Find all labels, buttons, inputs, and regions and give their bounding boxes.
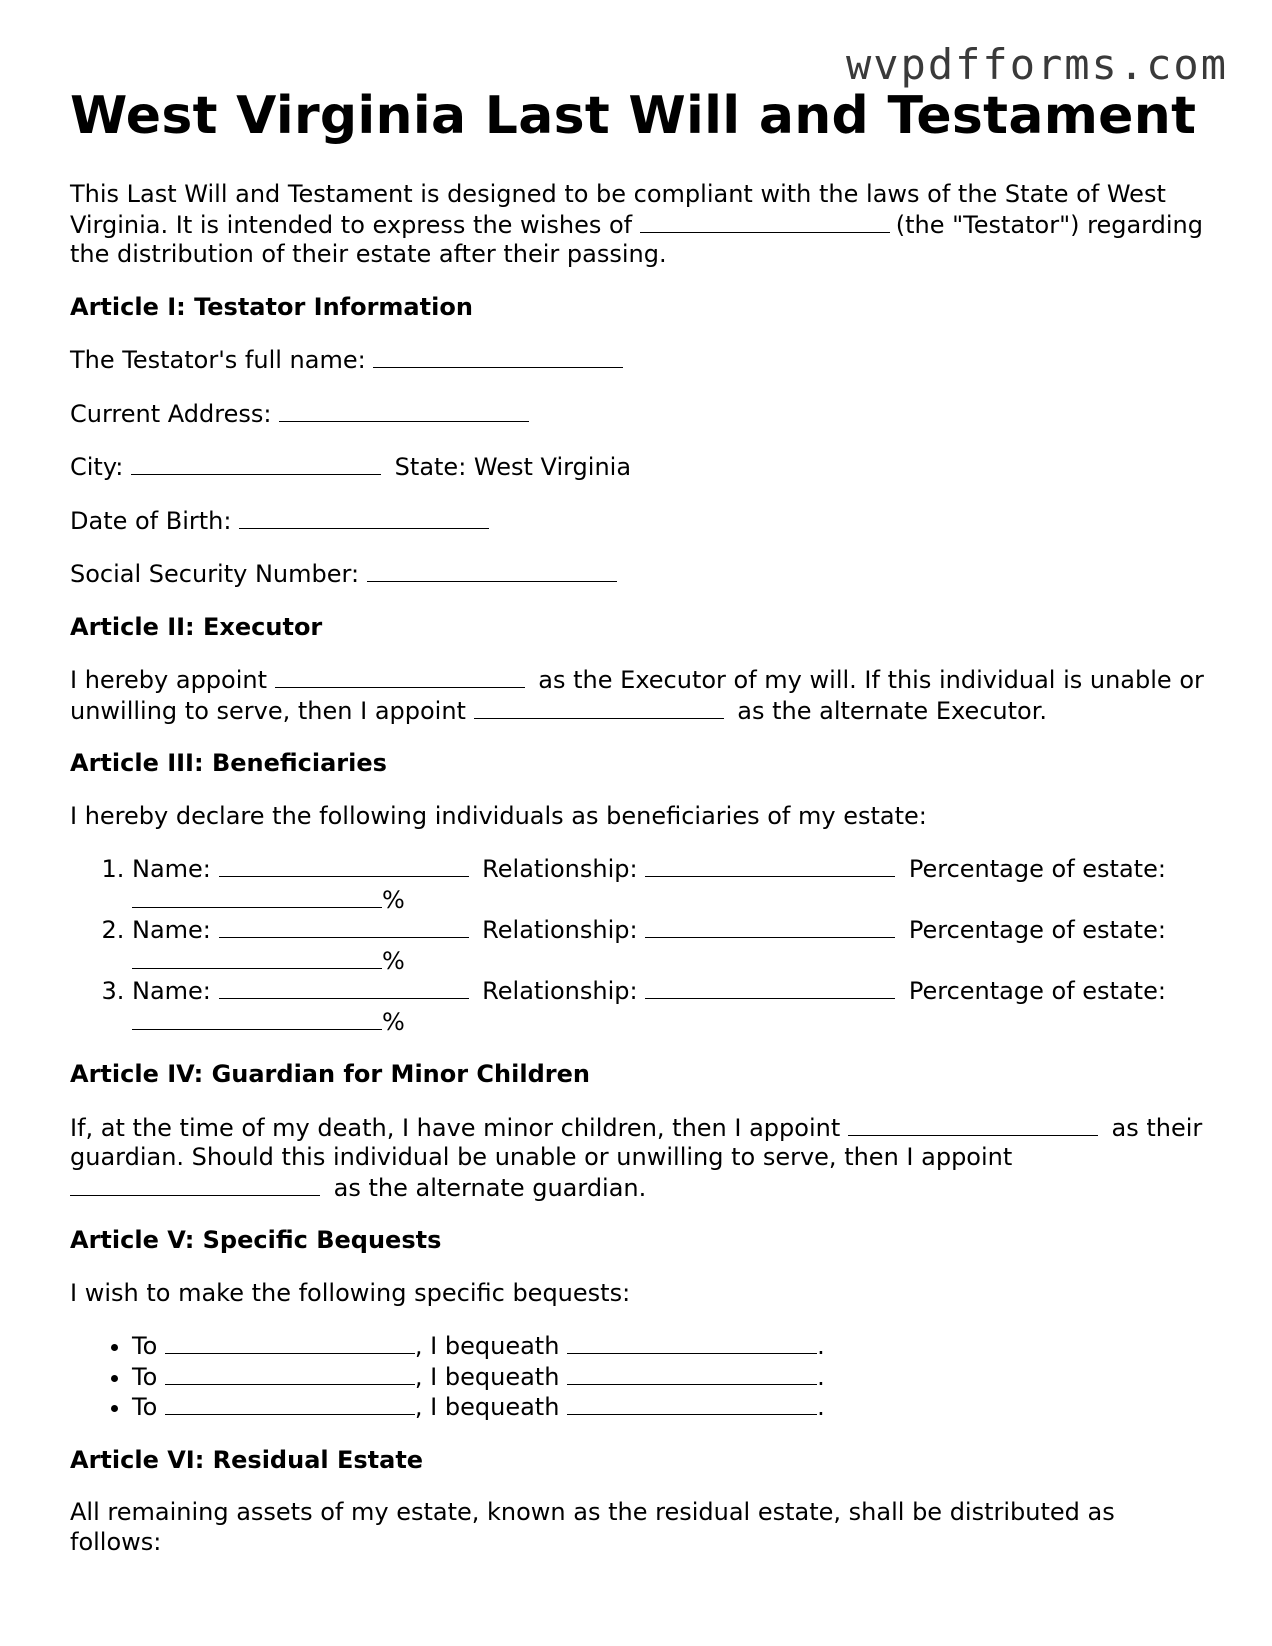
document-title: West Virginia Last Will and Testament [70,86,1197,146]
alternate-executor-blank[interactable] [474,696,724,719]
article-2-heading: Article II: Executor [70,612,323,641]
article-3-heading: Article III: Beneficiaries [70,749,387,777]
bequest-item: • To , I bequeath . [132,1392,1210,1423]
testator-name-blank[interactable] [640,210,890,233]
article-6-heading: Article VI: Residual Estate [70,1445,424,1474]
guardian-paragraph: If, at the time of my death, I have minor children, then I appoint as their guardian. Should this individual be unable or unwilling to serve, then I appoint as the alternate guardian. [70,1113,1203,1202]
bequest-recipient-blank[interactable] [165,1362,415,1385]
bequest-item: • To , I bequeath . [132,1362,1210,1393]
city-blank[interactable] [131,452,381,475]
article-5-heading: Article V: Specific Bequests [70,1226,442,1254]
bequest-recipient-blank[interactable] [165,1331,415,1354]
article-1-heading: Article I: Testator Information [70,292,473,321]
beneficiary-percentage-blank[interactable] [132,1007,382,1030]
beneficiary-name-blank[interactable] [219,976,469,999]
alternate-guardian-blank[interactable] [70,1173,320,1196]
intro-paragraph [70,180,1210,270]
beneficiary-item: 3. Name: Relationship: Percentage of estate: % [132,976,1210,1037]
beneficiaries-list [70,854,1210,1037]
article-4-heading: Article IV: Guardian for Minor Children [70,1060,590,1088]
beneficiary-name-blank[interactable] [219,915,469,938]
document-body [70,180,1210,1580]
intro-text-2: (the "Testator") regarding the distribution of their estate after their passing. [70,210,1203,268]
address-blank[interactable] [279,399,529,422]
beneficiaries-intro: I hereby declare the following individuals as beneficiaries of my estate: [70,801,927,830]
executor-paragraph: I hereby appoint as the Executor of my will. If this individual is unable or unwilling to serve, then I appoint as the alternate Executor. [70,666,1204,725]
executor-blank[interactable] [275,665,525,688]
bequest-item-blank[interactable] [567,1362,817,1385]
bequests-intro: I wish to make the following specific bequests: [70,1278,631,1307]
beneficiary-name-blank[interactable] [219,854,469,877]
ssn-blank[interactable] [367,559,617,582]
bequest-item-blank[interactable] [567,1392,817,1415]
address-line: Current Address: [70,399,1210,430]
beneficiary-percentage-blank[interactable] [132,946,382,969]
bequests-list [70,1331,1210,1423]
city-line: City: State: West Virginia [70,453,632,481]
dob-blank[interactable] [239,506,489,529]
beneficiary-relationship-blank[interactable] [645,976,895,999]
beneficiary-relationship-blank[interactable] [645,915,895,938]
intro-text-1: This Last Will and Testament is designed to be compliant with the laws of the State of West Virginia. It is intended to express the wishes of [70,180,1166,239]
full-name-line: The Testator's full name: [70,345,1210,376]
ssn-line: Social Security Number: [70,559,1210,590]
guardian-blank[interactable] [848,1113,1098,1136]
bequest-item: • To , I bequeath . [132,1331,1210,1362]
full-name-blank[interactable] [373,345,623,368]
beneficiary-relationship-blank[interactable] [645,854,895,877]
beneficiary-item: 1. Name: Relationship: Percentage of estate: % [132,854,1210,915]
residual-estate-paragraph: All remaining assets of my estate, known as the residual estate, shall be distributed as follows: [70,1498,1115,1556]
watermark: wvpdfforms.com [845,40,1228,89]
bequest-recipient-blank[interactable] [165,1392,415,1415]
beneficiary-percentage-blank[interactable] [132,885,382,908]
beneficiary-item: 2. Name: Relationship: Percentage of estate: % [132,915,1210,976]
state-text: State: West Virginia [394,453,632,481]
bequest-item-blank[interactable] [567,1331,817,1354]
dob-line: Date of Birth: [70,506,1210,537]
